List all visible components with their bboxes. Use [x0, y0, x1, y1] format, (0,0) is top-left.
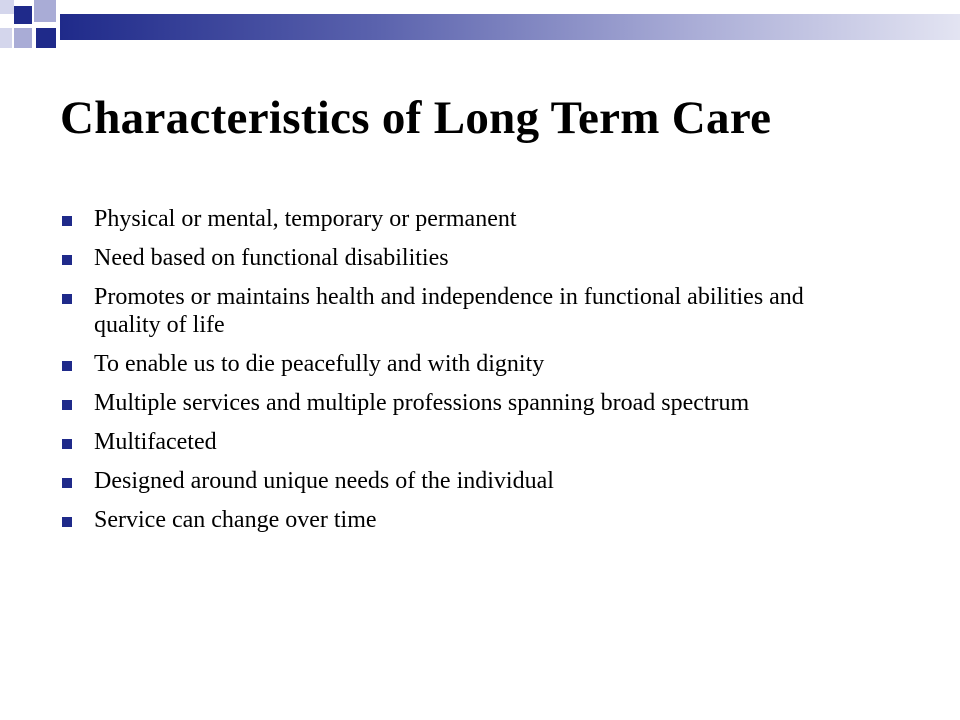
- square-bullet-icon: [62, 400, 72, 410]
- list-item: Physical or mental, temporary or permanent: [60, 205, 860, 233]
- decorative-square-light: [0, 0, 14, 14]
- list-item: Promotes or maintains health and independence in functional abilities and quality of life: [60, 283, 860, 339]
- decorative-square-navy: [14, 6, 32, 24]
- square-bullet-icon: [62, 255, 72, 265]
- list-item: To enable us to die peacefully and with dignity: [60, 350, 860, 378]
- header-gradient-bar: [60, 14, 960, 40]
- decorative-square-lavender: [14, 28, 32, 48]
- decorative-square-navy: [36, 28, 56, 48]
- decorative-square-light: [0, 28, 12, 48]
- square-bullet-icon: [62, 439, 72, 449]
- square-bullet-icon: [62, 361, 72, 371]
- square-bullet-icon: [62, 216, 72, 226]
- bullet-list: [60, 205, 860, 545]
- decorative-square-lavender: [34, 0, 56, 22]
- square-bullet-icon: [62, 294, 72, 304]
- list-item: Need based on functional disabilities: [60, 244, 860, 272]
- list-item: Multifaceted: [60, 428, 860, 456]
- slide-title: Characteristics of Long Term Care: [60, 92, 772, 144]
- square-bullet-icon: [62, 478, 72, 488]
- list-item: Service can change over time: [60, 506, 860, 534]
- list-item: Multiple services and multiple professions spanning broad spectrum: [60, 389, 860, 417]
- square-bullet-icon: [62, 517, 72, 527]
- list-item: Designed around unique needs of the individual: [60, 467, 860, 495]
